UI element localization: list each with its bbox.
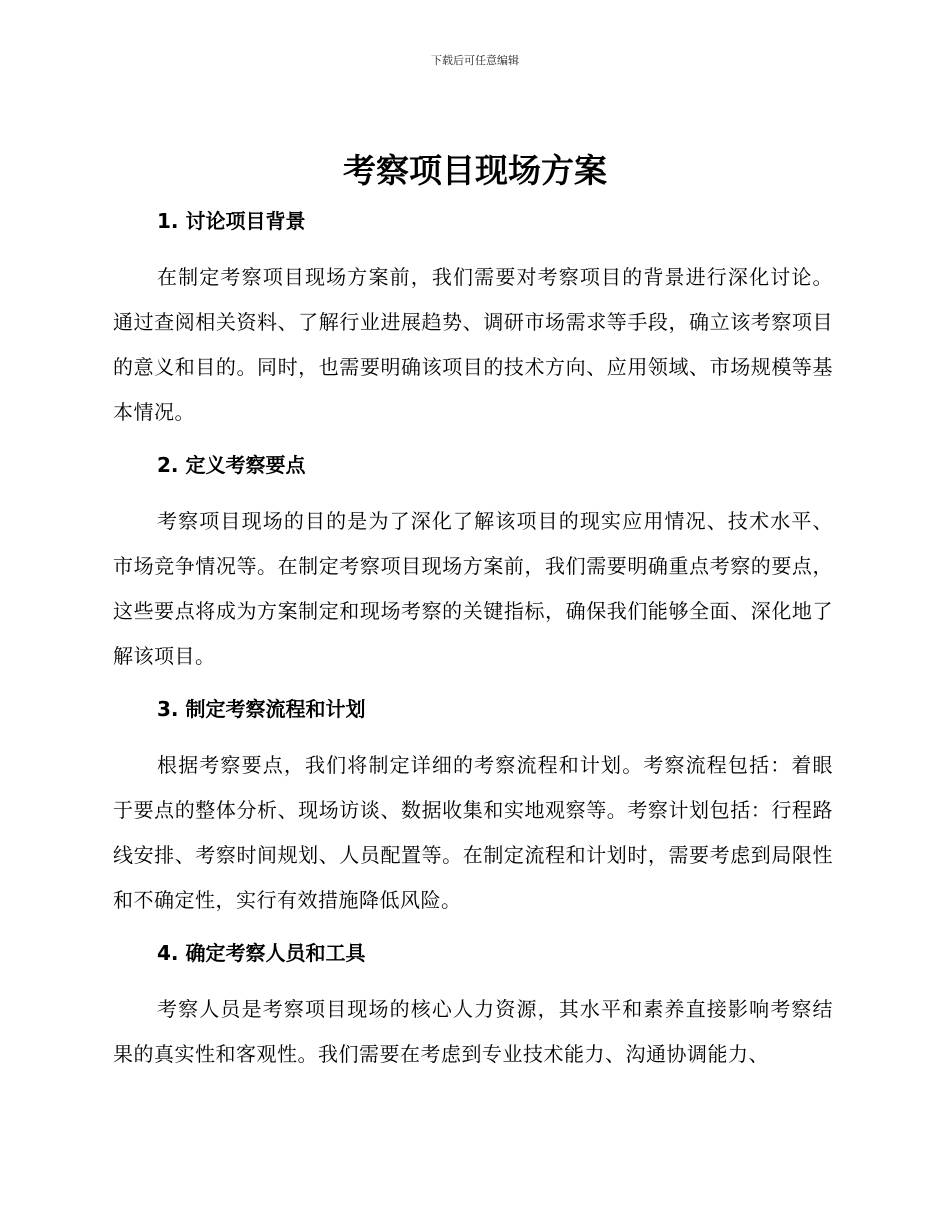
header-note: 下载后可任意编辑	[431, 54, 519, 67]
section-heading: 3. 制定考察流程和计划	[157, 697, 366, 721]
section-paragraph: 在制定考察项目现场方案前，我们需要对考察项目的背景进行深化讨论。通过查阅相关资料、了解行业进展趋势、调研市场需求等手段，确立该考察项目的意义和目的。同时，也需要明确该项目的技术方向、应用领域、市场规模等基本情况。	[113, 265, 833, 424]
section-heading: 4. 确定考察人员和工具	[157, 941, 366, 965]
section-3	[113, 691, 833, 935]
section-1	[113, 203, 833, 447]
document-title: 考察项目现场方案	[343, 151, 607, 190]
section-2	[113, 447, 833, 691]
section-paragraph: 根据考察要点，我们将制定详细的考察流程和计划。考察流程包括：着眼于要点的整体分析、现场访谈、数据收集和实地观察等。考察计划包括：行程路线安排、考察时间规划、人员配置等。在制定流程和计划时，需要考虑到局限性和不确定性，实行有效措施降低风险。	[113, 753, 833, 912]
section-heading: 2. 定义考察要点	[157, 453, 306, 477]
section-paragraph: 考察项目现场的目的是为了深化了解该项目的现实应用情况、技术水平、市场竞争情况等。在制定考察项目现场方案前，我们需要明确重点考察的要点，这些要点将成为方案制定和现场考察的关键指标，确保我们能够全面、深化地了解该项目。	[113, 509, 833, 668]
section-4	[113, 935, 833, 1077]
section-paragraph: 考察人员是考察项目现场的核心人力资源，其水平和素养直接影响考察结果的真实性和客观性。我们需要在考虑到专业技术能力、沟通协调能力、	[113, 997, 833, 1066]
section-heading: 1. 讨论项目背景	[157, 209, 306, 233]
document-body	[113, 203, 833, 1077]
